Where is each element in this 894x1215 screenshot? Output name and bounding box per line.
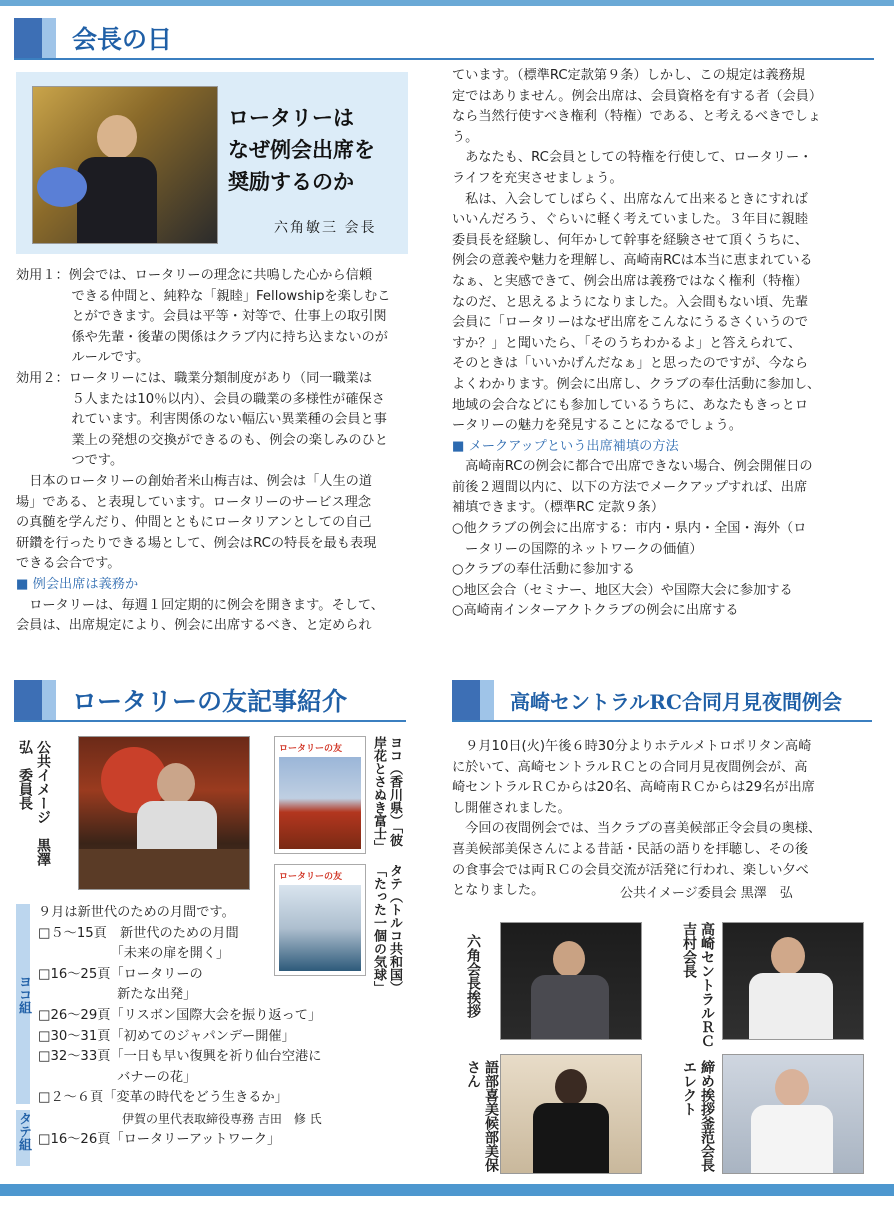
- text-line: となりました。: [452, 883, 545, 899]
- photo-caption: 語部喜美候部美保さん: [465, 1060, 499, 1172]
- makeup-item: ○クラブの奉仕活動に参加する: [452, 562, 635, 578]
- text-line: つです。: [71, 453, 124, 469]
- text-line: なぁ、と実感できて、例会出席は義務ではなく権利（特権）: [452, 273, 808, 289]
- text-line: し開催されました。: [452, 800, 571, 816]
- cover-logo: ロータリーの友: [279, 872, 343, 882]
- photo-caption: 六角会長挨拶: [465, 934, 481, 1018]
- text-line: ータリーの魅力を発見することになるでしょう。: [452, 418, 742, 434]
- text-line: なのだ、と思えるようになりました。入会間もない頃、先輩: [452, 294, 809, 310]
- section-title: 高崎セントラルRC合同月見夜間例会: [510, 690, 842, 714]
- feature-title: [228, 102, 375, 198]
- text-line: とができます。会員は平等・対等で、仕事上の取引関: [71, 309, 387, 325]
- text-line: ライフを充実させましょう。: [452, 170, 623, 186]
- article-item: □32～33頁「一日も早い復興を祈り仙台空港に: [38, 1049, 322, 1065]
- photo-body: [749, 973, 833, 1039]
- photo-body: [77, 157, 157, 244]
- makeup-item: ○他クラブの例会に出席する：市内・県内・全国・海外（ロ: [452, 521, 807, 537]
- text-line: の真髄を学んだり、仲間とともにロータリアンとしての自己: [16, 515, 372, 531]
- feature-banner: [16, 72, 408, 254]
- text-line: 喜美候部美保さんによる昔話・民話の語りを拝聴し、その後: [452, 841, 809, 857]
- bottom-rule: [0, 1184, 894, 1196]
- founder-paragraph: [16, 472, 416, 575]
- cover-image: [279, 757, 361, 849]
- text-line: 高崎南RCの例会に都合で出席できない場合、例会開催日の: [452, 459, 813, 475]
- text-line: 補填できます。（標準RC 定款９条）: [452, 500, 665, 516]
- article-item: 「未来の扉を開く」: [38, 946, 230, 962]
- photo-head: [553, 941, 585, 977]
- header-block-light: [42, 18, 56, 58]
- text-line: ロータリーは、毎週１回定期的に例会を開きます。そして、: [29, 597, 384, 613]
- event-photo: [500, 922, 642, 1040]
- committee-photo: [78, 736, 250, 890]
- article-item: □16～25頁「ロータリーの: [38, 966, 203, 982]
- photo-body: [531, 975, 609, 1039]
- text-line: ９月は新世代のための月間です。: [38, 905, 235, 920]
- section-title: 会長の日: [72, 25, 173, 54]
- text-line: なら当然行使すべき権利（特権）である、と考えるべきでしょ: [452, 109, 821, 125]
- event-photo: [722, 1054, 864, 1174]
- event-photo: [722, 922, 864, 1040]
- photo-head: [555, 1069, 587, 1105]
- magazine-cover-yoko: [274, 736, 366, 854]
- article-item: □30～31頁「初めてのジャパンデー開催」: [38, 1028, 295, 1044]
- article-item: バナーの花」: [38, 1069, 197, 1085]
- header-block: [452, 680, 480, 720]
- text-line: 例会の意義や魅力を理解し、高崎南RCは本当に恵まれている: [452, 253, 813, 269]
- central-signature: 公共イメージ委員会 黒澤 弘: [620, 886, 793, 901]
- text-line: 定ではありません。例会出席は、会員資格を有する者（会員）: [452, 88, 823, 104]
- magazine-article-list: [38, 903, 398, 1150]
- photo-caption: 締め挨拶釜范会長エレクト: [681, 1060, 715, 1172]
- central-body: [452, 737, 882, 902]
- text-line: 今回の夜間例会では、当クラブの喜美候部正令会員の奥様、: [452, 821, 822, 837]
- text-line: に於いて、高崎セントラルＲＣとの合同月見夜間例会が、高: [452, 759, 808, 775]
- chairman-right-column: [452, 66, 882, 622]
- text-line: そのときは「いいかげんだなぁ」と思ったのですが、今なら: [452, 356, 809, 372]
- makeup-item: ータリーの国際的ネットワークの価値）: [452, 541, 703, 557]
- photo-head: [771, 937, 805, 975]
- text-line: すか？」と聞いたら、「そのうちわかるよ」と答えられて、: [452, 335, 802, 351]
- article-item: 新たな出発」: [38, 987, 197, 1003]
- header-block: [14, 18, 42, 58]
- section-header-chairman: [14, 18, 874, 60]
- photo-head: [97, 115, 137, 159]
- section-title: ロータリーの友記事紹介: [72, 687, 348, 716]
- yoko-label: ヨコ組: [16, 975, 31, 1014]
- text-line: れています。利害関係のない幅広い異業種の会員と事: [71, 412, 387, 428]
- text-line: の食事会では両ＲＣの会員交流が活発に行われ、楽しい夕べ: [452, 862, 809, 878]
- effect1: [16, 266, 416, 369]
- top-rule: [0, 0, 894, 6]
- photo-podium: [79, 849, 249, 889]
- text-line: 研鑽を行ったりできる場として、例会はRCの特長を最も表現: [16, 535, 377, 551]
- text-line: ９月10日(火)午後６時30分よりホテルメトロポリタン高崎: [452, 739, 812, 754]
- text-line: 崎セントラルＲＣからは20名、高崎南ＲＣからは29名が出席: [452, 780, 815, 796]
- text-line: 業上の発想の交換ができるのも、例会の楽しみのひと: [71, 432, 388, 448]
- section-header-central: [452, 680, 872, 722]
- makeup-item: ○高崎南インターアクトクラブの例会に出席する: [452, 603, 739, 619]
- photo-head: [775, 1069, 809, 1107]
- text-line: できる会合です。: [16, 556, 121, 572]
- text-line: 日本のロータリーの創始者米山梅吉は、例会は「人生の道: [29, 473, 373, 489]
- text-line: 会員は、出席規定により、例会に出席するべき、と定められ: [16, 618, 372, 634]
- header-block-light: [480, 680, 494, 720]
- chairman-photo: [32, 86, 218, 244]
- article-item: □26～29頁「リスボン国際大会を振り返って」: [38, 1007, 322, 1023]
- feature-title-line: ロータリーは: [228, 105, 354, 130]
- text-line: う。: [452, 129, 479, 145]
- text-line: 前後２週間以内に、以下の方法でメークアップすれば、出席: [452, 479, 808, 495]
- text-line: よくわかります。例会に出席し、クラブの奉仕活動に参加し、: [452, 376, 821, 392]
- makeup-item: ○地区会合（セミナー、地区大会）や国際大会に参加する: [452, 582, 793, 598]
- text-line: 会員に「ロータリーはなぜ出席をこんなにうるさくいうので: [452, 315, 809, 331]
- text-line: 効用２：ロータリーには、職業分類制度があり（同一職業は: [16, 370, 373, 386]
- header-block-light: [42, 680, 56, 720]
- text-line: 効用１：例会では、ロータリーの理念に共鳴した心から信頼: [16, 268, 373, 283]
- tate-caption: タテ（トルコ共和国）「たった一個の気球」: [371, 864, 402, 994]
- subheading-makeup: ■ メークアップという出席補填の方法: [452, 438, 679, 454]
- cover-logo: ロータリーの友: [279, 744, 343, 754]
- text-line: ５人または10％以内）、会員の職業の多様性が確保さ: [71, 391, 385, 407]
- text-line: できる仲間と、純粋な「親睦」Fellowshipを楽しむこ: [71, 288, 391, 304]
- effect2: [16, 369, 416, 472]
- event-photo: [500, 1054, 642, 1174]
- feature-author: 六角敏三 会長: [274, 220, 377, 236]
- header-block: [14, 680, 42, 720]
- text-line: ています。（標準RC定款第９条）しかし、この規定は義務規: [452, 68, 805, 83]
- text-line: 私は、入会してしばらく、出席なんて出来るときにすれば: [452, 191, 808, 207]
- text-line: いいんだろう、ぐらいに軽く考えていました。３年目に親睦: [452, 212, 809, 228]
- photo-body: [751, 1105, 833, 1173]
- photo-caption: 高崎セントラルＲＣ吉村会長: [681, 922, 715, 1048]
- yoko-caption: ヨコ（香川県）「彼岸花とさぬき富士」: [371, 736, 402, 853]
- photo-body: [533, 1103, 609, 1173]
- feature-title-line: なぜ例会出席を: [228, 137, 375, 162]
- chairman-left-column: [16, 266, 416, 637]
- article-item: □16～26頁「ロータリーアットワーク」: [38, 1131, 281, 1147]
- photo-head: [157, 763, 195, 805]
- article-item: □２～６頁「変革の時代をどう生きるか」: [38, 1090, 288, 1106]
- text-line: 場」である、と表現しています。ロータリーのサービス理念: [16, 494, 372, 510]
- feature-title-line: 奨励するのか: [228, 169, 354, 194]
- text-line: 委員長を経験し、何年かして幹事を経験させて頂くうちに、: [452, 232, 809, 248]
- text-line: あなたも、RC会員としての特権を行使して、ロータリー・: [452, 150, 813, 166]
- article-item: □５～15頁 新世代のための月間: [38, 925, 239, 941]
- photo-flowers: [37, 167, 87, 207]
- text-line: 地域の会合などにも参加しているうちに、あなたもきっとロ: [452, 397, 809, 413]
- section-header-magazine: [14, 680, 406, 722]
- text-line: ルールです。: [71, 350, 150, 366]
- tate-label: タテ組: [16, 1112, 31, 1151]
- subheading-obligation: ■ 例会出席は義務か: [16, 576, 139, 592]
- committee-caption: 公共イメージ 黒澤 弘 委員長: [17, 740, 51, 880]
- text-line: 係や先輩・後輩の関係はクラブ内に持ち込まないのが: [71, 329, 388, 345]
- article-item: 伊賀の里代表取締役専務 吉田 修 氏: [38, 1111, 322, 1126]
